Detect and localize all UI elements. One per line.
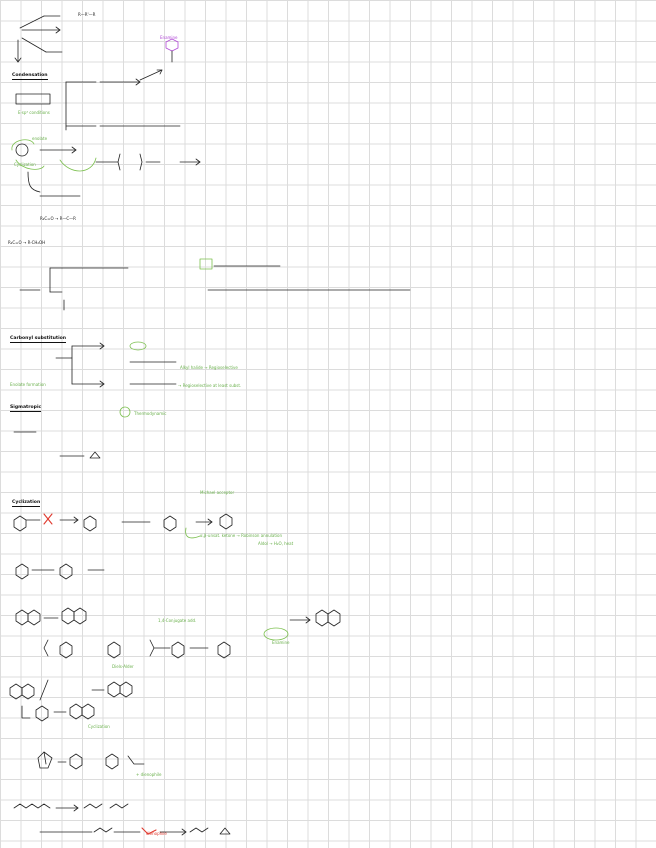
note-green-10: Aldol → H₂O, heat	[258, 541, 294, 546]
section-heading-condensation: Condensation	[12, 73, 48, 78]
note-green-13: Diels-Alder	[112, 664, 134, 669]
note-green-8: Michael acceptor	[200, 490, 235, 495]
note-green-4: Alkyl halide → Regioselective	[180, 365, 238, 370]
note-green-1: E·sp³ conditions	[18, 110, 50, 115]
note-green-9: α,β-unsat. ketone → Robinson annulation	[200, 533, 283, 538]
note-green-5: → Regioselective at least subst.	[178, 383, 242, 388]
formula-2: R₂C=O → R-CH₂OH	[8, 240, 46, 245]
note-red: dienophile	[146, 831, 167, 836]
note-green-6: Enolate formation	[10, 382, 46, 387]
note-green-14: Cyclization	[88, 724, 110, 729]
note-green-11: 1,4-Conjugate add.	[158, 618, 197, 623]
note-green-7: Thermodynamic	[134, 411, 167, 416]
note-green-12: Enamine	[272, 640, 290, 645]
note-top-chain: R—R'—R	[78, 12, 96, 17]
note-purple: Enamine	[160, 35, 178, 40]
section-heading-sigmatropic: Sigmatropic	[10, 405, 42, 410]
section-heading-cyclization: Cyclization	[12, 500, 41, 505]
note-green-15: + dienophile	[136, 772, 162, 777]
note-green-3: enolate	[32, 136, 48, 141]
section-heading-carbonyl-substitution: Carbonyl substitution	[10, 336, 67, 341]
formula-1: R₂C=O → R—C—R	[40, 216, 76, 221]
note-green-2: Cyclization	[14, 162, 36, 167]
